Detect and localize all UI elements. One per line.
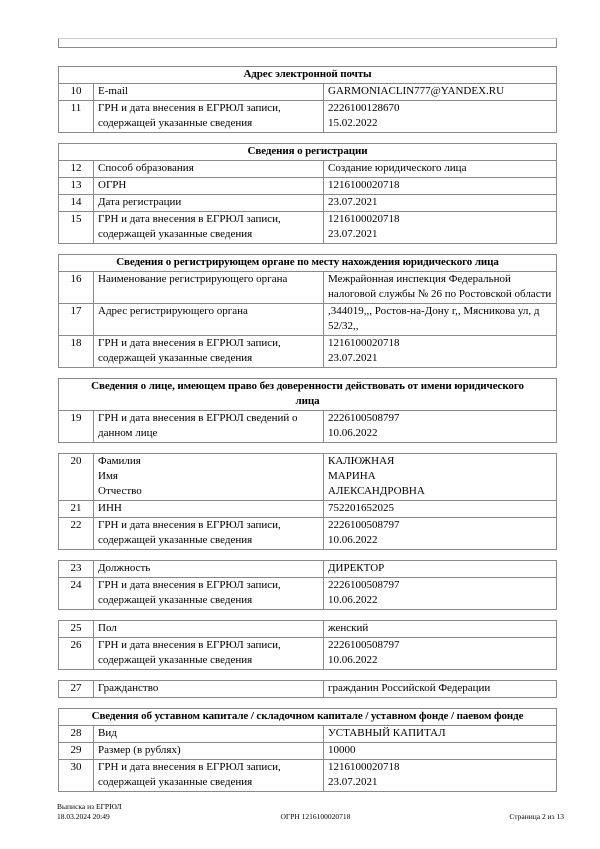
row-number-cell: 13: [59, 178, 94, 195]
section-table-registration: [58, 143, 557, 244]
attribute-value-cell: [324, 212, 557, 244]
cell-line: 752201652025: [328, 502, 394, 514]
attribute-name-cell: [94, 411, 324, 443]
table-row: [59, 272, 557, 304]
attribute-value-cell: [324, 101, 557, 133]
cell-line: гражданин Российской Федерации: [328, 682, 491, 694]
attribute-name-cell: [94, 726, 324, 743]
footer-ogrn: ОГРН 1216100020718: [280, 812, 351, 821]
tables: [58, 66, 557, 792]
cell-line: ОГРН: [98, 179, 127, 191]
footer-page-indicator: Страница 2 из 13: [509, 812, 564, 821]
attribute-value-cell: [324, 501, 557, 518]
cell-line: ГРН и дата внесения в ЕГРЮЛ сведений о данном лице: [98, 412, 298, 439]
row-number-cell: 28: [59, 726, 94, 743]
row-number-cell: 12: [59, 161, 94, 178]
attribute-name-cell: [94, 212, 324, 244]
row-number-cell: 27: [59, 681, 94, 698]
table-row: [59, 336, 557, 368]
attribute-value-cell: [324, 561, 557, 578]
cell-line: 2226100508797: [328, 639, 400, 651]
table-row: [59, 101, 557, 133]
cell-line: 2226100508797: [328, 579, 400, 591]
previous-table-fragment: [58, 38, 557, 48]
attribute-value-cell: [324, 743, 557, 760]
table-row: [59, 161, 557, 178]
attribute-name-cell: [94, 195, 324, 212]
section-table-authorized-person-position: [58, 560, 557, 610]
attribute-value-cell: [324, 84, 557, 101]
cell-line: Вид: [98, 727, 117, 739]
section-header-line: Сведения о регистрации: [247, 145, 368, 157]
attribute-value-cell: [324, 621, 557, 638]
section-table-registering-authority: [58, 254, 557, 368]
table-row: [59, 195, 557, 212]
cell-line: УСТАВНЫЙ КАПИТАЛ: [328, 727, 446, 739]
attribute-value-cell: [324, 272, 557, 304]
row-number-cell: 25: [59, 621, 94, 638]
table-row: [59, 501, 557, 518]
cell-line: ГРН и дата внесения в ЕГРЮЛ записи, содержащей указанные сведения: [98, 579, 281, 606]
table-row: [59, 518, 557, 550]
footer-left: [57, 802, 122, 822]
cell-line: 23.07.2021: [328, 196, 378, 208]
section-header: [59, 379, 557, 411]
cell-line: Размер (в рублях): [98, 744, 181, 756]
attribute-name-cell: [94, 161, 324, 178]
cell-line: ГРН и дата внесения в ЕГРЮЛ записи, содержащей указанные сведения: [98, 337, 281, 364]
attribute-name-cell: [94, 272, 324, 304]
attribute-value-cell: [324, 336, 557, 368]
cell-line: Должность: [98, 562, 151, 574]
attribute-value-cell: [324, 161, 557, 178]
attribute-name-cell: [94, 638, 324, 670]
section-table-email: [58, 66, 557, 133]
section-table-authorized-person-citizenship: [58, 680, 557, 698]
cell-line: 10.06.2022: [328, 654, 378, 666]
cell-line: КАЛЮЖНАЯ: [328, 455, 395, 467]
attribute-name-cell: [94, 336, 324, 368]
row-number-cell: 10: [59, 84, 94, 101]
row-number-cell: 29: [59, 743, 94, 760]
attribute-value-cell: [324, 681, 557, 698]
cell-line: МАРИНА: [328, 470, 376, 482]
cell-line: Адрес регистрирующего органа: [98, 305, 248, 317]
table-row: [59, 304, 557, 336]
attribute-value-cell: [324, 726, 557, 743]
table-row: [59, 726, 557, 743]
table-row: [59, 760, 557, 792]
cell-line: Дата регистрации: [98, 196, 182, 208]
cell-line: ГРН и дата внесения в ЕГРЮЛ записи, содержащей указанные сведения: [98, 519, 281, 546]
row-number-cell: 20: [59, 454, 94, 501]
section-header-line: лица: [295, 395, 320, 407]
attribute-value-cell: [324, 304, 557, 336]
row-number-cell: 21: [59, 501, 94, 518]
row-number-cell: 11: [59, 101, 94, 133]
section-table-authorized-person-grn: [58, 378, 557, 443]
attribute-name-cell: [94, 743, 324, 760]
cell-line: Гражданство: [98, 682, 159, 694]
row-number-cell: 19: [59, 411, 94, 443]
attribute-name-cell: [94, 501, 324, 518]
attribute-name-cell: [94, 304, 324, 336]
table-row: [59, 638, 557, 670]
cell-line: Отчество: [98, 485, 142, 497]
table-row: [59, 178, 557, 195]
cell-line: 10.06.2022: [328, 594, 378, 606]
cell-line: 1216100020718: [328, 337, 400, 349]
row-number-cell: 15: [59, 212, 94, 244]
section-table-capital: [58, 708, 557, 792]
cell-line: Пол: [98, 622, 117, 634]
cell-line: ГРН и дата внесения в ЕГРЮЛ записи, содержащей указанные сведения: [98, 213, 281, 240]
cell-line: женский: [328, 622, 369, 634]
cell-line: 1216100020718: [328, 761, 400, 773]
footer-datetime: 18.03.2024 20:49: [57, 812, 110, 821]
cell-line: 2226100128670: [328, 102, 400, 114]
attribute-value-cell: [324, 411, 557, 443]
attribute-name-cell: [94, 578, 324, 610]
cell-line: ГРН и дата внесения в ЕГРЮЛ записи, содержащей указанные сведения: [98, 761, 281, 788]
attribute-name-cell: [94, 84, 324, 101]
attribute-name-cell: [94, 621, 324, 638]
table-row: [59, 621, 557, 638]
table-row: [59, 681, 557, 698]
row-number-cell: 22: [59, 518, 94, 550]
table-row: [59, 84, 557, 101]
section-header-line: Сведения об уставном капитале / складочном капитале / уставном фонде / паевом фонде: [91, 710, 524, 722]
row-number-cell: 24: [59, 578, 94, 610]
cell-line: ИНН: [98, 502, 122, 514]
cell-line: 10.06.2022: [328, 427, 378, 439]
table-row: [59, 578, 557, 610]
attribute-name-cell: [94, 760, 324, 792]
attribute-name-cell: [94, 561, 324, 578]
cell-line: 23.07.2021: [328, 776, 378, 788]
cell-line: 23.07.2021: [328, 228, 378, 240]
attribute-name-cell: [94, 101, 324, 133]
cell-line: 2226100508797: [328, 519, 400, 531]
row-number-cell: 23: [59, 561, 94, 578]
cell-line: ГРН и дата внесения в ЕГРЮЛ записи, содержащей указанные сведения: [98, 639, 281, 666]
cell-line: 10.06.2022: [328, 534, 378, 546]
cell-line: ГРН и дата внесения в ЕГРЮЛ записи, содержащей указанные сведения: [98, 102, 281, 129]
section-table-authorized-person-gender: [58, 620, 557, 670]
attribute-value-cell: [324, 760, 557, 792]
cell-line: 1216100020718: [328, 213, 400, 225]
row-number-cell: 18: [59, 336, 94, 368]
row-number-cell: 30: [59, 760, 94, 792]
cell-line: Наименование регистрирующего органа: [98, 273, 288, 285]
table-row: [59, 561, 557, 578]
table-row: [59, 411, 557, 443]
section-header-line: Сведения о лице, имеющем право без доверенности действовать от имени юридического: [91, 380, 524, 392]
attribute-value-cell: [324, 178, 557, 195]
attribute-value-cell: [324, 578, 557, 610]
section-header-line: Адрес электронной почты: [243, 68, 372, 80]
table-row: [59, 743, 557, 760]
attribute-name-cell: [94, 681, 324, 698]
attribute-name-cell: [94, 178, 324, 195]
attribute-value-cell: [324, 454, 557, 501]
cell-line: ДИРЕКТОР: [328, 562, 385, 574]
cell-line: GARMONIACLIN777@YANDEX.RU: [328, 85, 505, 97]
cell-line: Фамилия: [98, 455, 141, 467]
row-number-cell: 17: [59, 304, 94, 336]
document-body: [58, 38, 557, 802]
cell-line: АЛЕКСАНДРОВНА: [328, 485, 425, 497]
cell-line: Способ образования: [98, 162, 194, 174]
cell-line: 10000: [328, 744, 356, 756]
cell-line: 15.02.2022: [328, 117, 378, 129]
attribute-name-cell: [94, 454, 324, 501]
cell-line: E-mail: [98, 85, 128, 97]
cell-line: 2226100508797: [328, 412, 400, 424]
section-header: [59, 709, 557, 726]
section-header: [59, 144, 557, 161]
section-header-line: Сведения о регистрирующем органе по месту нахождения юридического лица: [116, 256, 499, 268]
row-number-cell: 16: [59, 272, 94, 304]
cell-line: ,344019,,, Ростов-на-Дону г,, Мясникова ул, д 52/32,,: [328, 305, 540, 332]
section-header: [59, 67, 557, 84]
page-footer: [57, 802, 564, 822]
section-header: [59, 255, 557, 272]
cell-line: 1216100020718: [328, 179, 400, 191]
cell-line: Создание юридического лица: [328, 162, 467, 174]
attribute-value-cell: [324, 195, 557, 212]
attribute-name-cell: [94, 518, 324, 550]
row-number-cell: 26: [59, 638, 94, 670]
attribute-value-cell: [324, 638, 557, 670]
section-table-authorized-person-name: [58, 453, 557, 550]
cell-line: 23.07.2021: [328, 352, 378, 364]
table-row: [59, 212, 557, 244]
footer-doc-label: Выписка из ЕГРЮЛ: [57, 802, 122, 811]
table-row: [59, 454, 557, 501]
attribute-value-cell: [324, 518, 557, 550]
cell-line: Имя: [98, 470, 118, 482]
cell-line: Межрайонная инспекция Федеральной налоговой службы № 26 по Ростовской области: [328, 273, 552, 300]
row-number-cell: 14: [59, 195, 94, 212]
